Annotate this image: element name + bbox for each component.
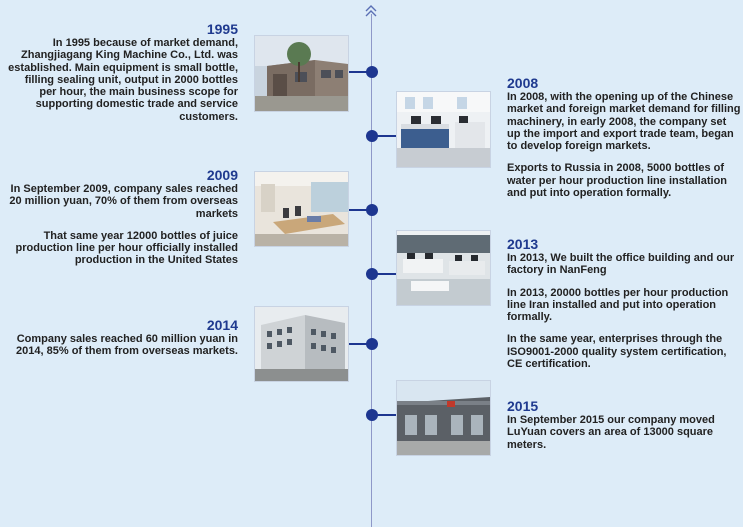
timeline-marker-2013 (366, 268, 378, 280)
timeline-entry-2015 (507, 398, 741, 451)
timeline-entry-2009 (6, 167, 238, 267)
timeline-entry-2014 (6, 317, 238, 358)
entry-text: Exports to Russia in 2008, 5000 bottles of water per hour production line installation and put into operation formally. (507, 162, 728, 200)
entry-text: That same year 12000 bottles of juice production line per hour officially installed production in the United States (15, 229, 238, 267)
entry-year: 2008 (507, 75, 539, 91)
timeline-marker-2008 (366, 130, 378, 142)
timeline-marker-2009 (366, 204, 378, 216)
entry-text: In 1995 because of market demand, Zhangjiagang King Machine Co., Ltd. was established. Main equipment is small bottle, filling sealing unit, output in 2000 bottles per hour, the main business scope for supporting domestic trade and service customers. (8, 37, 238, 123)
entry-text: Company sales reached 60 million yuan in 2014, 85% of them from overseas markets. (16, 333, 238, 358)
entry-year: 1995 (206, 21, 238, 37)
factory-hall-exterior-photo (396, 380, 491, 456)
timeline-marker-1995 (366, 66, 378, 78)
entry-year: 2013 (507, 236, 539, 252)
timeline-entry-1995 (6, 21, 238, 123)
entry-text: In September 2015 our company moved LuYuan covers an area of 13000 square meters. (507, 414, 715, 451)
timeline-marker-2015 (366, 409, 378, 421)
entry-text: In 2013, 20000 bottles per hour production line Iran installed and put into operation formally. (507, 286, 729, 324)
entry-year: 2009 (206, 167, 238, 183)
entry-year: 2015 (507, 398, 539, 414)
chevron-up-icon (363, 4, 379, 18)
meeting-room-photo (254, 171, 349, 247)
office-building-exterior-photo (254, 306, 349, 382)
timeline-marker-2014 (366, 338, 378, 350)
entry-text: In 2013, We built the office building and our factory in NanFeng (507, 252, 735, 277)
timeline-entry-2008 (507, 75, 741, 199)
timeline-entry-2013 (507, 236, 741, 370)
open-office-photo (396, 230, 491, 306)
entry-text: In September 2009, company sales reached 20 million yuan, 70% of them from overseas markets (9, 183, 238, 220)
office-workstations-photo (396, 91, 491, 168)
factory-building-photo (254, 35, 349, 112)
entry-year: 2014 (206, 317, 238, 333)
entry-text: In the same year, enterprises through the ISO9001-2000 quality system certification, CE certification. (507, 333, 727, 371)
entry-text: In 2008, with the opening up of the Chinese market and foreign market demand for filling machinery, in early 2008, the company set up the import and export trade team, began to develop foreign markets. (507, 91, 741, 153)
